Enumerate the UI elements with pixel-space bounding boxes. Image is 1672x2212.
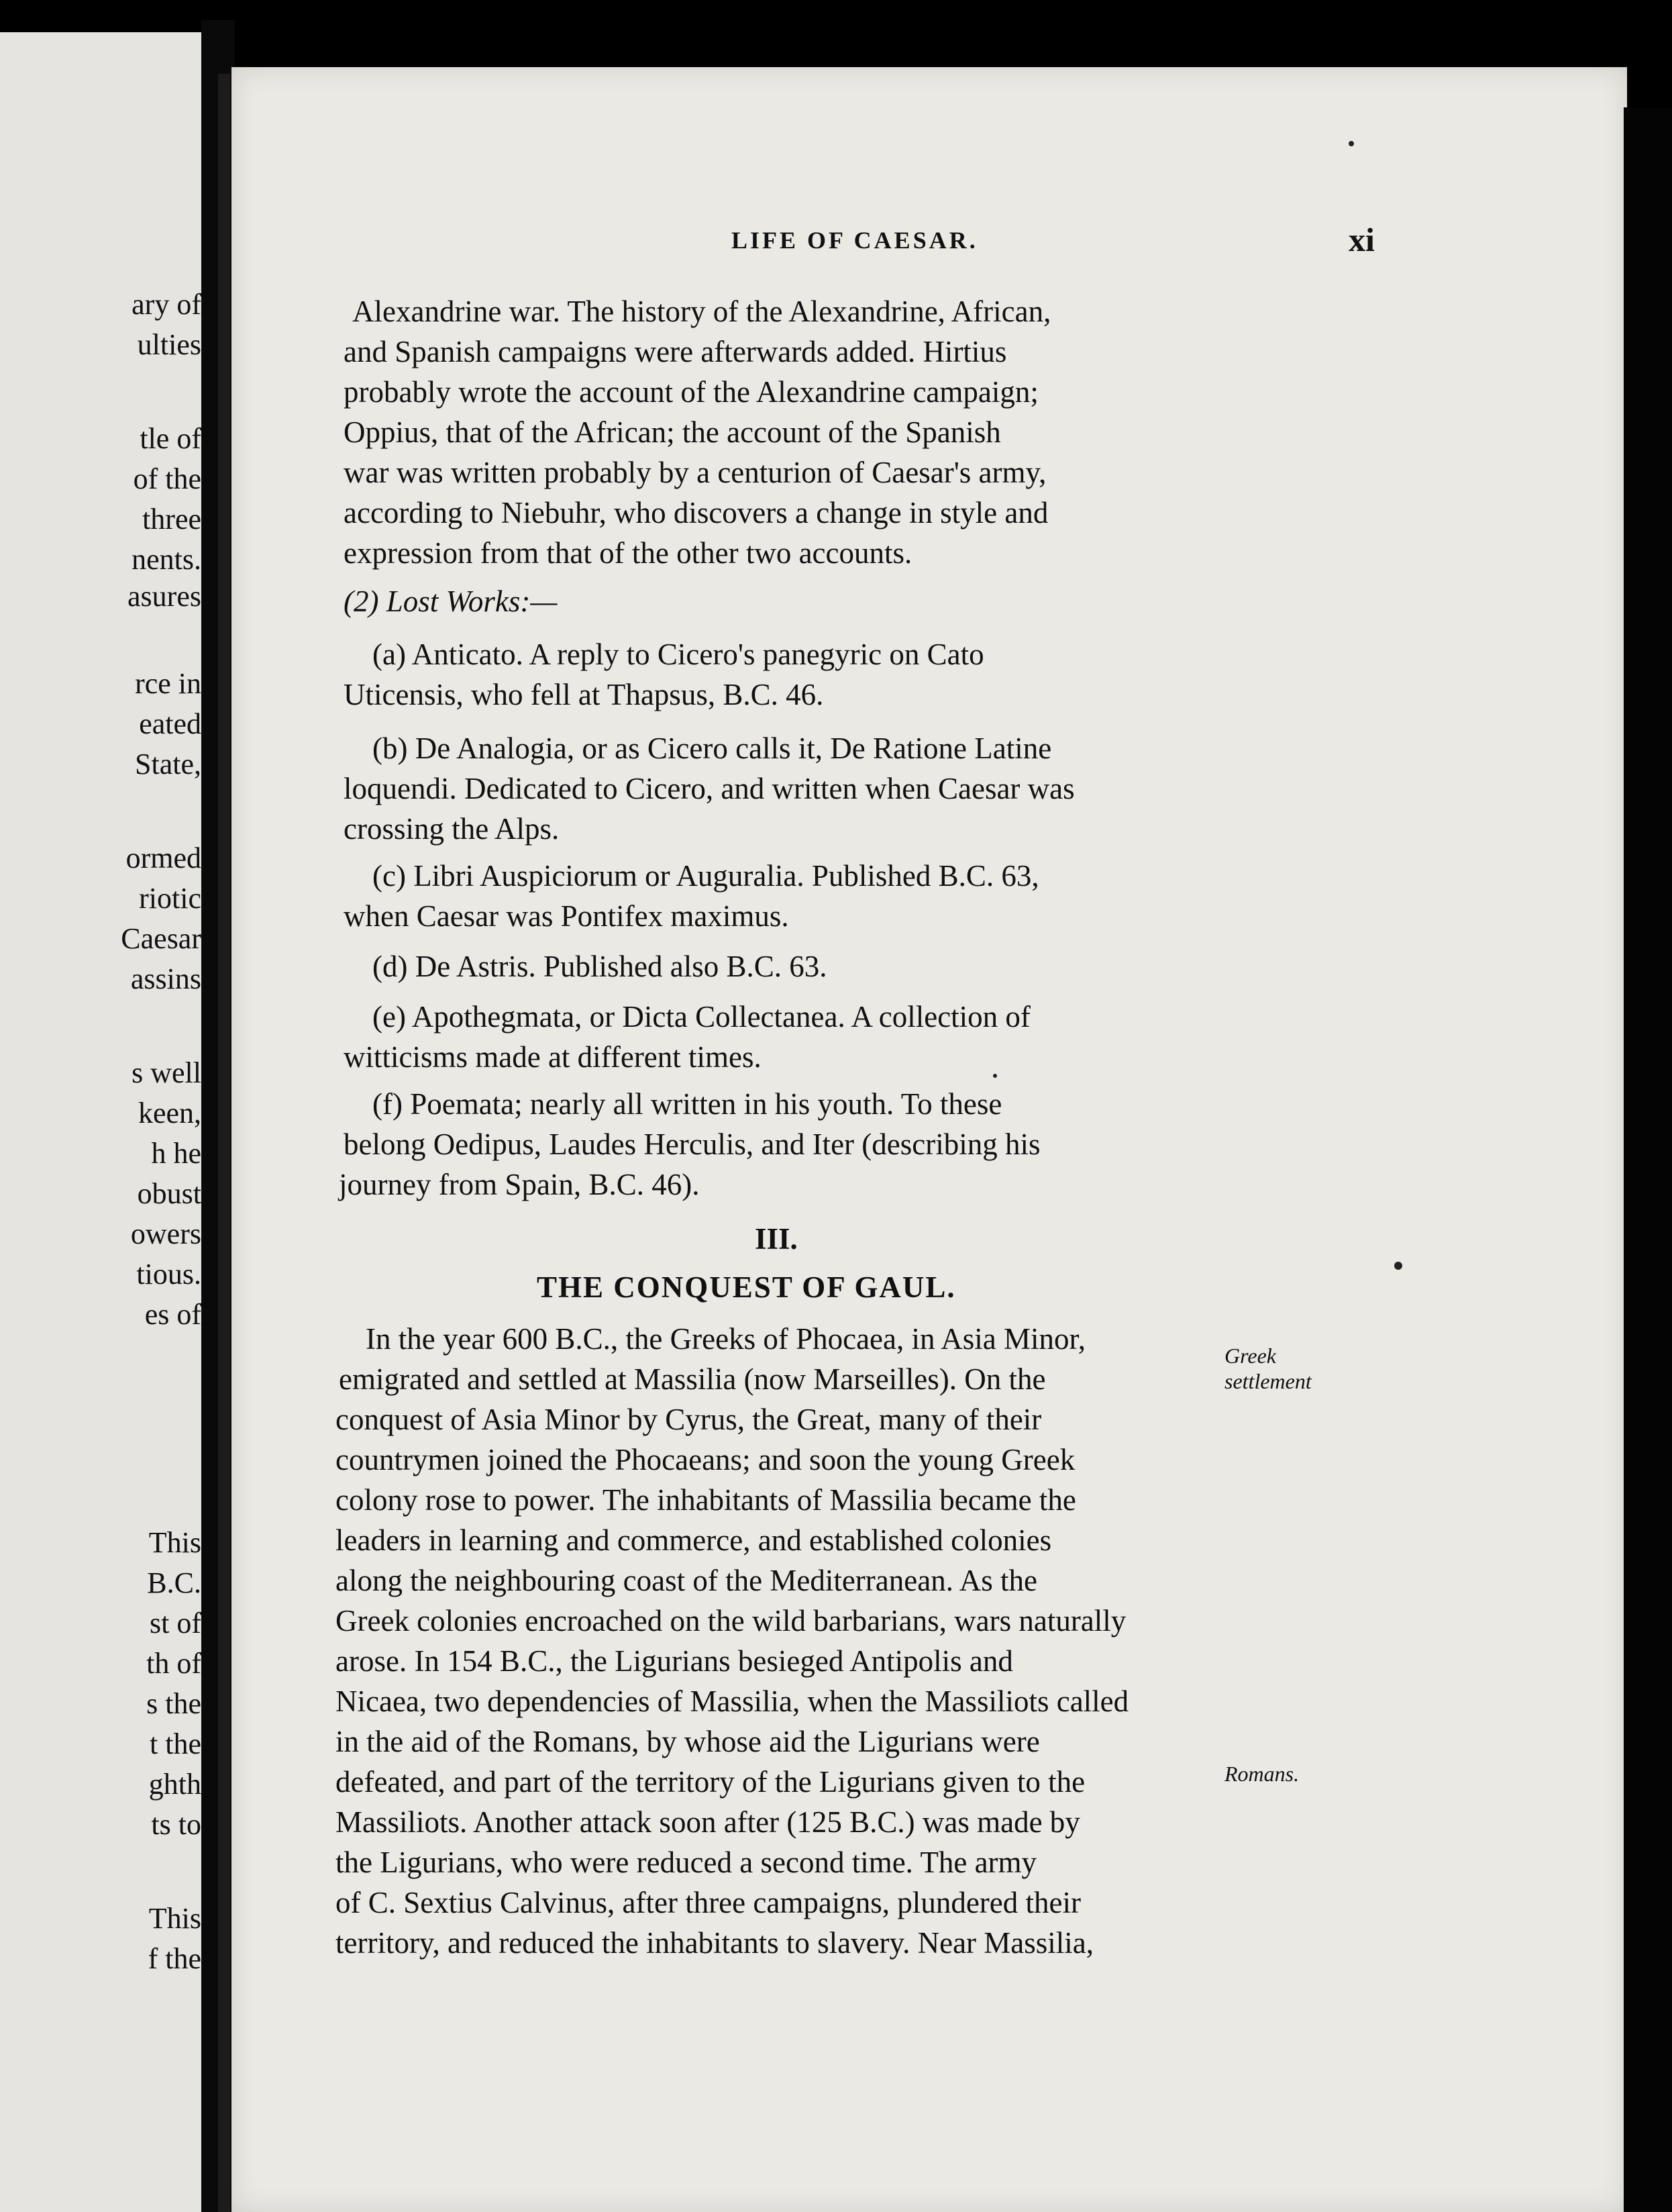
left-margin-fragment: tle of bbox=[140, 422, 201, 455]
left-margin-fragment: st of bbox=[150, 1607, 201, 1640]
section-line: arose. In 154 B.C., the Ligurians besieged Antipolis and bbox=[335, 1644, 1013, 1678]
section-line: conquest of Asia Minor by Cyrus, the Great, many of their bbox=[335, 1403, 1042, 1436]
left-margin-fragment: th of bbox=[146, 1647, 201, 1680]
body-line: Alexandrine war. The history of the Alexandrine, African, bbox=[352, 295, 1051, 328]
left-margin-fragment: obust bbox=[137, 1177, 201, 1210]
left-margin-fragment: ary of bbox=[132, 288, 201, 321]
body-line: war was written probably by a centurion of Caesar's army, bbox=[344, 456, 1047, 489]
lost-work-line: (d) De Astris. Published also B.C. 63. bbox=[372, 950, 827, 983]
scan-border bbox=[1624, 107, 1672, 2212]
lost-work-line: (c) Libri Auspiciorum or Auguralia. Published B.C. 63, bbox=[372, 859, 1039, 893]
left-margin-fragment: of the bbox=[133, 462, 201, 495]
lost-work-line: crossing the Alps. bbox=[344, 812, 560, 846]
lost-work-line: (e) Apothegmata, or Dicta Collectanea. A collection of bbox=[372, 1000, 1031, 1034]
left-margin-fragment: h he bbox=[151, 1137, 201, 1170]
section-line: of C. Sextius Calvinus, after three campaigns, plundered their bbox=[335, 1886, 1081, 1919]
left-margin-fragment: ts to bbox=[151, 1808, 201, 1841]
section-line: Nicaea, two dependencies of Massilia, when the Massiliots called bbox=[335, 1685, 1129, 1718]
lost-work-line: (b) De Analogia, or as Cicero calls it, De Ratione Latine bbox=[372, 732, 1052, 765]
left-margin-fragment: This bbox=[148, 1902, 201, 1935]
running-head: LIFE OF CAESAR. bbox=[731, 227, 978, 254]
left-margin-fragment: rce in bbox=[135, 667, 201, 700]
left-margin-fragment: es of bbox=[144, 1298, 201, 1331]
section-line: In the year 600 B.C., the Greeks of Phocaea, in Asia Minor, bbox=[366, 1322, 1086, 1356]
margin-note-romans: Romans. bbox=[1224, 1762, 1300, 1786]
lost-work-line: (a) Anticato. A reply to Cicero's panegyric on Cato bbox=[372, 638, 984, 671]
section-line: emigrated and settled at Massilia (now Marseilles). On the bbox=[339, 1362, 1046, 1396]
section-line: territory, and reduced the inhabitants to slavery. Near Massilia, bbox=[335, 1926, 1094, 1960]
margin-note-greek: Greek bbox=[1224, 1344, 1276, 1368]
left-page bbox=[0, 32, 201, 2212]
section-line: along the neighbouring coast of the Mediterranean. As the bbox=[335, 1564, 1037, 1597]
section-line: in the aid of the Romans, by whose aid the Ligurians were bbox=[335, 1725, 1040, 1758]
left-margin-fragment: ulties bbox=[137, 328, 201, 361]
margin-note-settlement: settlement bbox=[1224, 1369, 1312, 1393]
left-margin-fragment: Caesar bbox=[121, 922, 201, 955]
page-fold-shadow bbox=[218, 74, 230, 2212]
left-margin-fragment: s the bbox=[146, 1687, 201, 1720]
left-margin-fragment: keen, bbox=[138, 1097, 201, 1129]
scan-speck bbox=[993, 1074, 997, 1078]
left-margin-fragment: owers bbox=[130, 1217, 201, 1250]
left-margin-fragment: nents. bbox=[132, 543, 201, 576]
left-margin-fragment: t the bbox=[150, 1727, 201, 1760]
section-line: colony rose to power. The inhabitants of Massilia became the bbox=[335, 1483, 1076, 1517]
left-margin-fragment: assins bbox=[130, 962, 201, 995]
left-margin-fragment: riotic bbox=[139, 882, 201, 915]
body-line: probably wrote the account of the Alexandrine campaign; bbox=[344, 375, 1039, 409]
section-number: III. bbox=[755, 1222, 798, 1256]
left-margin-fragment: State, bbox=[135, 748, 201, 781]
scan-speck bbox=[1349, 141, 1354, 146]
section-title: THE CONQUEST OF GAUL. bbox=[537, 1270, 956, 1304]
left-margin-fragment: B.C. bbox=[147, 1566, 201, 1599]
section-line: leaders in learning and commerce, and established colonies bbox=[335, 1523, 1052, 1557]
body-line: and Spanish campaigns were afterwards added. Hirtius bbox=[344, 335, 1007, 368]
lost-works-label: (2) Lost Works:— bbox=[344, 585, 558, 618]
left-margin-fragment: ormed bbox=[125, 842, 201, 874]
left-margin-fragment: ghth bbox=[148, 1768, 201, 1801]
left-margin-fragment: tious. bbox=[136, 1258, 201, 1291]
left-margin-fragment: f the bbox=[148, 1942, 201, 1975]
lost-work-line: belong Oedipus, Laudes Herculis, and Iter (describing his bbox=[344, 1127, 1041, 1161]
lost-work-line: when Caesar was Pontifex maximus. bbox=[344, 899, 789, 933]
body-line: Oppius, that of the African; the account of the Spanish bbox=[344, 415, 1001, 449]
left-margin-fragment: eated bbox=[139, 707, 201, 740]
section-line: countrymen joined the Phocaeans; and soon the young Greek bbox=[335, 1443, 1076, 1476]
page-number: xi bbox=[1349, 221, 1375, 258]
lost-work-line: Uticensis, who fell at Thapsus, B.C. 46. bbox=[344, 678, 824, 711]
scan-speck bbox=[1394, 1262, 1402, 1270]
left-margin-fragment: three bbox=[142, 503, 201, 536]
left-margin-fragment: asures bbox=[127, 580, 201, 613]
body-line: according to Niebuhr, who discovers a change in style and bbox=[344, 496, 1049, 530]
lost-work-line: loquendi. Dedicated to Cicero, and written when Caesar was bbox=[344, 772, 1075, 805]
left-margin-fragment: s well bbox=[132, 1056, 201, 1089]
body-line: expression from that of the other two accounts. bbox=[344, 536, 912, 570]
lost-work-line: witticisms made at different times. bbox=[344, 1040, 762, 1074]
section-line: the Ligurians, who were reduced a second time. The army bbox=[335, 1846, 1037, 1879]
section-line: Massiliots. Another attack soon after (125 B.C.) was made by bbox=[335, 1805, 1080, 1839]
lost-work-line: (f) Poemata; nearly all written in his youth. To these bbox=[372, 1087, 1002, 1121]
section-line: Greek colonies encroached on the wild barbarians, wars naturally bbox=[335, 1604, 1127, 1638]
section-line: defeated, and part of the territory of the Ligurians given to the bbox=[335, 1765, 1086, 1799]
left-margin-fragment: This bbox=[148, 1526, 201, 1559]
lost-work-line: journey from Spain, B.C. 46). bbox=[339, 1168, 700, 1201]
